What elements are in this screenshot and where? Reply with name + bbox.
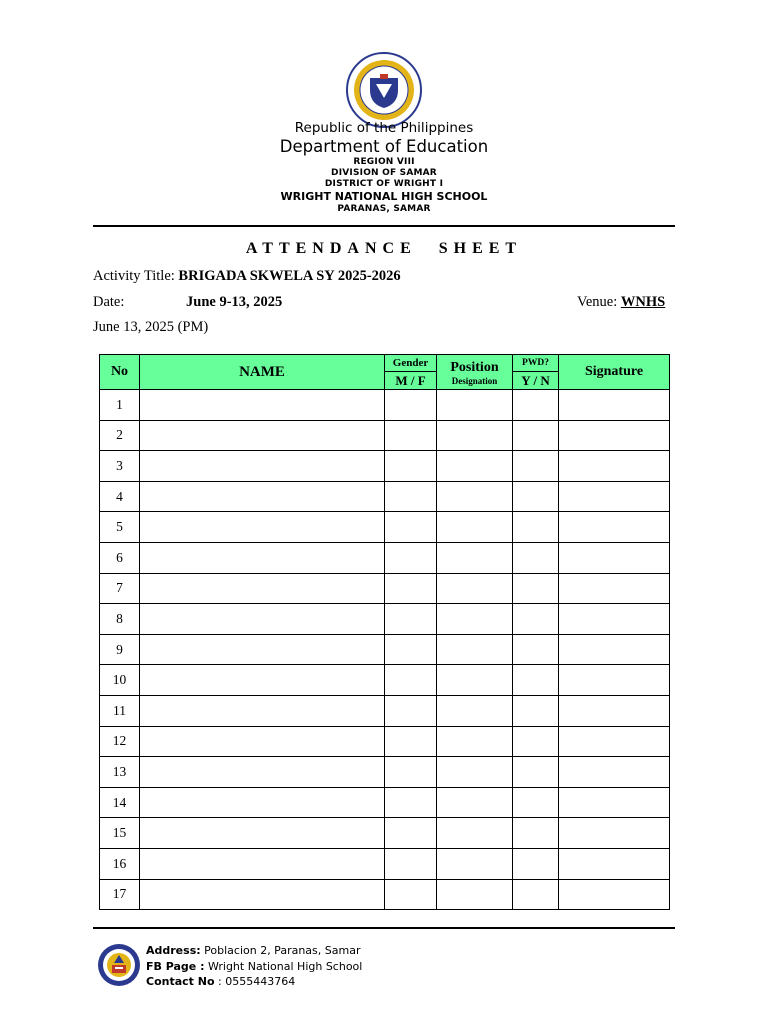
signature-cell[interactable]: [559, 390, 670, 421]
activity-title: [93, 268, 401, 285]
position-cell[interactable]: [437, 818, 513, 849]
name-cell[interactable]: [140, 512, 385, 543]
position-cell[interactable]: [437, 695, 513, 726]
pwd-cell[interactable]: [513, 451, 559, 482]
table-row: [100, 726, 670, 757]
pwd-cell[interactable]: [513, 512, 559, 543]
signature-cell[interactable]: [559, 848, 670, 879]
activity-value: BRIGADA SKWELA SY 2025-2026: [178, 268, 401, 284]
pwd-cell[interactable]: [513, 573, 559, 604]
table-row: [100, 481, 670, 512]
region-line: REGION VIII: [353, 157, 415, 167]
signature-cell[interactable]: [559, 420, 670, 451]
table-row: [100, 787, 670, 818]
gender-cell[interactable]: [385, 787, 437, 818]
gender-cell[interactable]: [385, 451, 437, 482]
position-cell[interactable]: [437, 420, 513, 451]
table-row: [100, 665, 670, 696]
pwd-cell[interactable]: [513, 481, 559, 512]
address-value: Poblacion 2, Paranas, Samar: [204, 944, 361, 957]
position-cell[interactable]: [437, 481, 513, 512]
no-cell: 1: [100, 390, 140, 421]
division-line: DIVISION OF SAMAR: [331, 168, 437, 178]
pwd-cell[interactable]: [513, 695, 559, 726]
no-cell: 13: [100, 757, 140, 788]
pwd-cell[interactable]: [513, 787, 559, 818]
no-cell: 4: [100, 481, 140, 512]
signature-cell[interactable]: [559, 787, 670, 818]
gender-cell[interactable]: [385, 542, 437, 573]
table-row: [100, 757, 670, 788]
gender-cell[interactable]: [385, 604, 437, 635]
name-cell[interactable]: [140, 542, 385, 573]
signature-cell[interactable]: [559, 665, 670, 696]
name-cell[interactable]: [140, 420, 385, 451]
contact-value: : 0555443764: [218, 975, 296, 988]
gender-cell[interactable]: [385, 573, 437, 604]
pwd-cell[interactable]: [513, 634, 559, 665]
venue: [577, 294, 665, 311]
no-cell: 17: [100, 879, 140, 910]
fb-label: FB Page :: [146, 960, 205, 973]
position-cell[interactable]: [437, 787, 513, 818]
header-pwd: PWD?: [513, 355, 559, 372]
name-cell[interactable]: [140, 390, 385, 421]
no-cell: 9: [100, 634, 140, 665]
header-divider: [93, 225, 675, 227]
no-cell: 5: [100, 512, 140, 543]
pwd-cell[interactable]: [513, 818, 559, 849]
signature-cell[interactable]: [559, 695, 670, 726]
position-cell[interactable]: [437, 848, 513, 879]
no-cell: 8: [100, 604, 140, 635]
gender-cell[interactable]: [385, 420, 437, 451]
header-position: [437, 355, 513, 390]
name-cell[interactable]: [140, 573, 385, 604]
title-word-1: ATTENDANCE: [245, 240, 417, 257]
pwd-cell[interactable]: [513, 604, 559, 635]
position-cell[interactable]: [437, 542, 513, 573]
venue-label: Venue:: [577, 294, 618, 310]
header-name: NAME: [140, 355, 385, 390]
date-value: June 9-13, 2025: [186, 294, 283, 310]
header-gender-sub: M / F: [385, 372, 437, 390]
table-row: [100, 634, 670, 665]
gender-cell[interactable]: [385, 665, 437, 696]
no-cell: 6: [100, 542, 140, 573]
header-pwd-sub: Y / N: [513, 372, 559, 390]
gender-cell[interactable]: [385, 390, 437, 421]
name-cell[interactable]: [140, 787, 385, 818]
no-cell: 12: [100, 726, 140, 757]
position-cell[interactable]: [437, 757, 513, 788]
school-name: WRIGHT NATIONAL HIGH SCHOOL: [280, 190, 488, 203]
pwd-cell[interactable]: [513, 665, 559, 696]
contact-label: Contact No: [146, 975, 215, 988]
gender-cell[interactable]: [385, 695, 437, 726]
header-no: No: [100, 355, 140, 390]
deped-seal-logo: [346, 52, 422, 128]
gender-cell[interactable]: [385, 634, 437, 665]
name-cell[interactable]: [140, 634, 385, 665]
gender-cell[interactable]: [385, 481, 437, 512]
pwd-cell[interactable]: [513, 726, 559, 757]
signature-cell[interactable]: [559, 512, 670, 543]
table-row: [100, 695, 670, 726]
header-signature: Signature: [559, 355, 670, 390]
gender-cell[interactable]: [385, 726, 437, 757]
name-cell[interactable]: [140, 665, 385, 696]
position-cell[interactable]: [437, 512, 513, 543]
pwd-cell[interactable]: [513, 879, 559, 910]
sheet-title: [0, 240, 768, 258]
position-cell[interactable]: [437, 879, 513, 910]
no-cell: 7: [100, 573, 140, 604]
table-row: [100, 542, 670, 573]
position-cell[interactable]: [437, 665, 513, 696]
footer-fb-page: [146, 960, 362, 973]
name-cell[interactable]: [140, 481, 385, 512]
venue-value: WNHS: [620, 294, 666, 310]
district-line: DISTRICT OF WRIGHT I: [324, 179, 444, 189]
table-row: [100, 879, 670, 910]
table-row: [100, 420, 670, 451]
no-cell: 10: [100, 665, 140, 696]
gender-cell[interactable]: [385, 848, 437, 879]
pwd-cell[interactable]: [513, 390, 559, 421]
header-designation-label: Designation: [451, 375, 498, 386]
position-cell[interactable]: [437, 726, 513, 757]
name-cell[interactable]: [140, 879, 385, 910]
position-cell[interactable]: [437, 451, 513, 482]
school-seal-logo: [97, 943, 141, 987]
gender-cell[interactable]: [385, 818, 437, 849]
attendance-table: [99, 354, 670, 910]
position-cell[interactable]: [437, 604, 513, 635]
header-gender: Gender: [385, 355, 437, 372]
signature-cell[interactable]: [559, 542, 670, 573]
signature-cell[interactable]: [559, 451, 670, 482]
signature-cell[interactable]: [559, 604, 670, 635]
date-label: Date:: [93, 294, 125, 310]
pwd-cell[interactable]: [513, 420, 559, 451]
pwd-cell[interactable]: [513, 848, 559, 879]
address-label: Address:: [146, 944, 201, 957]
pwd-cell[interactable]: [513, 757, 559, 788]
position-cell[interactable]: [437, 573, 513, 604]
no-cell: 3: [100, 451, 140, 482]
pwd-cell[interactable]: [513, 542, 559, 573]
footer-contact: [146, 975, 295, 988]
signature-cell[interactable]: [559, 818, 670, 849]
footer-divider: [93, 927, 675, 929]
no-cell: 11: [100, 695, 140, 726]
table-row: [100, 573, 670, 604]
position-cell[interactable]: [437, 634, 513, 665]
no-cell: 15: [100, 818, 140, 849]
name-cell[interactable]: [140, 726, 385, 757]
name-cell[interactable]: [140, 848, 385, 879]
gender-cell[interactable]: [385, 512, 437, 543]
signature-cell[interactable]: [559, 634, 670, 665]
signature-cell[interactable]: [559, 481, 670, 512]
header-position-label: Position: [450, 359, 499, 375]
signature-cell[interactable]: [559, 573, 670, 604]
department-line: Department of Education: [279, 137, 489, 156]
no-cell: 14: [100, 787, 140, 818]
gender-cell[interactable]: [385, 757, 437, 788]
signature-cell[interactable]: [559, 879, 670, 910]
gender-cell[interactable]: [385, 879, 437, 910]
name-cell[interactable]: [140, 695, 385, 726]
signature-cell[interactable]: [559, 757, 670, 788]
table-row: [100, 848, 670, 879]
table-row: [100, 604, 670, 635]
name-cell[interactable]: [140, 451, 385, 482]
fb-value: Wright National High School: [207, 960, 363, 973]
footer-address: [146, 944, 360, 957]
session-date: June 13, 2025 (PM): [93, 319, 209, 335]
table-row: [100, 512, 670, 543]
table-row: [100, 818, 670, 849]
no-cell: 16: [100, 848, 140, 879]
name-cell[interactable]: [140, 757, 385, 788]
name-cell[interactable]: [140, 818, 385, 849]
position-cell[interactable]: [437, 390, 513, 421]
school-location: PARANAS, SAMAR: [337, 204, 431, 214]
title-word-2: SHEET: [438, 240, 523, 257]
table-row: [100, 451, 670, 482]
signature-cell[interactable]: [559, 726, 670, 757]
no-cell: 2: [100, 420, 140, 451]
activity-label: Activity Title:: [93, 268, 175, 284]
name-cell[interactable]: [140, 604, 385, 635]
table-row: [100, 390, 670, 421]
republic-line: Republic of the Philippines: [294, 120, 474, 136]
